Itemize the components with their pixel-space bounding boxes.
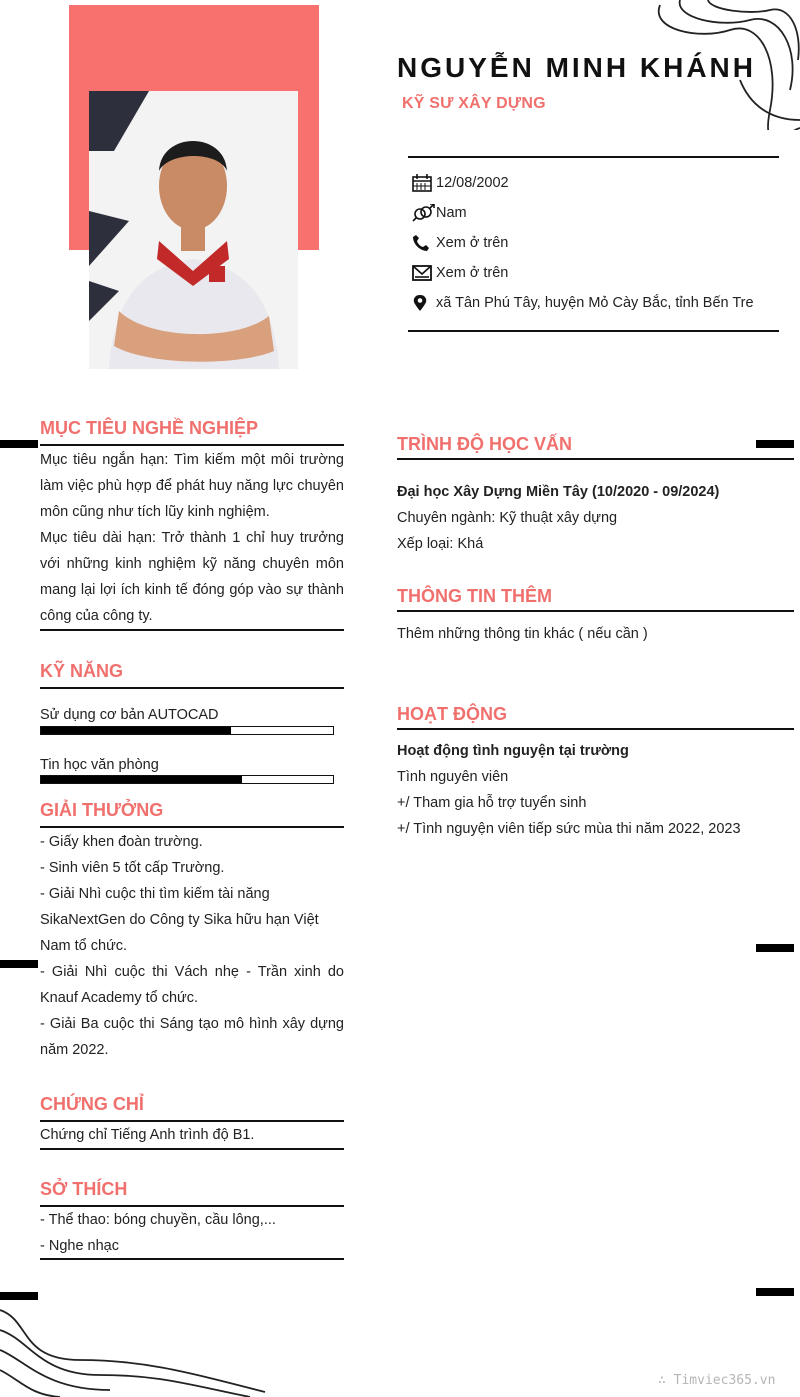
- skill-bar: [40, 726, 334, 735]
- objective-long: Mục tiêu dài hạn: Trở thành 1 chỉ huy trưởng với những kinh nghiệm kỹ năng chuyên môn mang lại lợi ích kinh tế đóng góp vào sự thành công của công ty.: [40, 530, 344, 624]
- side-tick: [756, 1288, 794, 1296]
- education-grade: Xếp loại: Khá: [397, 536, 484, 552]
- objective-title: MỤC TIÊU NGHỀ NGHIỆP: [40, 418, 259, 438]
- divider: [40, 1148, 344, 1150]
- award-item: - Giải Ba cuộc thi Sáng tạo mô hình xây dựng năm 2022.: [40, 1016, 344, 1058]
- activity-role: Tình nguyên viên: [397, 769, 509, 785]
- awards-list: [40, 829, 344, 1063]
- job-title: KỸ SƯ XÂY DỰNG: [402, 95, 546, 112]
- award-item: - Sinh viên 5 tốt cấp Trường.: [40, 860, 225, 876]
- email-icon: [408, 262, 436, 284]
- contact-birthday: [408, 168, 779, 198]
- profile-photo: [89, 91, 298, 369]
- hobbies-list: [40, 1207, 344, 1259]
- divider: [40, 629, 344, 631]
- extra-text: Thêm những thông tin khác ( nếu cần ): [397, 626, 648, 642]
- contact-address: [408, 288, 779, 318]
- award-item: - Giải Nhì cuộc thi Vách nhẹ - Trần xinh do Knauf Academy tổ chức.: [40, 964, 344, 1006]
- education-school: Đại học Xây Dựng Miền Tây (10/2020 - 09/2024): [397, 484, 720, 500]
- skill-label: Tin học văn phòng: [40, 757, 159, 773]
- contact-info: [408, 156, 779, 332]
- award-item: - Giấy khen đoàn trường.: [40, 834, 203, 850]
- contact-gender: [408, 198, 779, 228]
- hobby-item: - Thể thao: bóng chuyền, cầu lông,...: [40, 1212, 276, 1228]
- certificates-list: [40, 1122, 344, 1148]
- activity-item: +/ Tham gia hỗ trợ tuyển sinh: [397, 795, 587, 811]
- skill-fill: [41, 776, 242, 783]
- side-tick: [756, 944, 794, 952]
- extra-content: [397, 621, 797, 647]
- location-icon: [408, 292, 436, 314]
- activity-name: Hoạt động tình nguyện tại trường: [397, 743, 629, 759]
- award-item: - Giải Nhì cuộc thi tìm kiếm tài năng SikaNextGen do Công ty Sika hữu hạn Việt Nam tổ chức.: [40, 886, 319, 954]
- skill-label: Sử dụng cơ bản AUTOCAD: [40, 707, 219, 723]
- education-major: Chuyên ngành: Kỹ thuật xây dựng: [397, 510, 618, 526]
- gender-text: Nam: [436, 205, 467, 221]
- email-text[interactable]: Xem ở trên: [436, 265, 509, 281]
- certificate-item: Chứng chỉ Tiếng Anh trình độ B1.: [40, 1127, 255, 1143]
- activity-item: +/ Tình nguyện viên tiếp sức mùa thi năm 2022, 2023: [397, 821, 741, 837]
- divider: [397, 458, 794, 460]
- contact-phone: [408, 228, 779, 258]
- side-tick: [0, 1292, 38, 1300]
- skills-title: KỸ NĂNG: [40, 661, 124, 681]
- calendar-icon: [408, 172, 436, 194]
- divider: [40, 1258, 344, 1260]
- extra-title: THÔNG TIN THÊM: [397, 586, 552, 606]
- divider: [397, 728, 794, 730]
- candidate-name: NGUYỄN MINH KHÁNH: [397, 52, 756, 83]
- watermark: ∴ Timviec365.vn: [658, 1373, 776, 1388]
- hobbies-title: SỞ THÍCH: [40, 1179, 128, 1199]
- divider: [40, 687, 344, 689]
- skill-bar: [40, 775, 334, 784]
- contact-email: [408, 258, 779, 288]
- awards-title: GIẢI THƯỞNG: [40, 800, 164, 820]
- gender-icon: [408, 202, 436, 224]
- divider: [40, 826, 344, 828]
- activities-title: HOẠT ĐỘNG: [397, 704, 507, 724]
- side-tick: [0, 960, 38, 968]
- skill-fill: [41, 727, 231, 734]
- wave-decoration-bottom-left: [0, 1300, 280, 1397]
- certificates-title: CHỨNG CHỈ: [40, 1094, 144, 1114]
- side-tick: [0, 440, 38, 448]
- objective-short: Mục tiêu ngắn hạn: Tìm kiếm một môi trường làm việc phù hợp để phát huy năng lực chuyên môn cũng như tích lũy kinh nghiệm.: [40, 452, 344, 520]
- education-content: [397, 479, 797, 557]
- hobby-item: - Nghe nhạc: [40, 1238, 119, 1254]
- side-tick: [756, 440, 794, 448]
- phone-text[interactable]: Xem ở trên: [436, 235, 509, 251]
- activities-content: [397, 738, 797, 842]
- phone-icon: [408, 232, 436, 254]
- education-title: TRÌNH ĐỘ HỌC VẤN: [397, 434, 572, 454]
- address-text: xã Tân Phú Tây, huyện Mỏ Cày Bắc, tỉnh Bến Tre: [436, 295, 754, 311]
- divider: [397, 610, 794, 612]
- divider: [40, 444, 344, 446]
- birthday-text: 12/08/2002: [436, 175, 509, 191]
- objective-text: [40, 447, 344, 629]
